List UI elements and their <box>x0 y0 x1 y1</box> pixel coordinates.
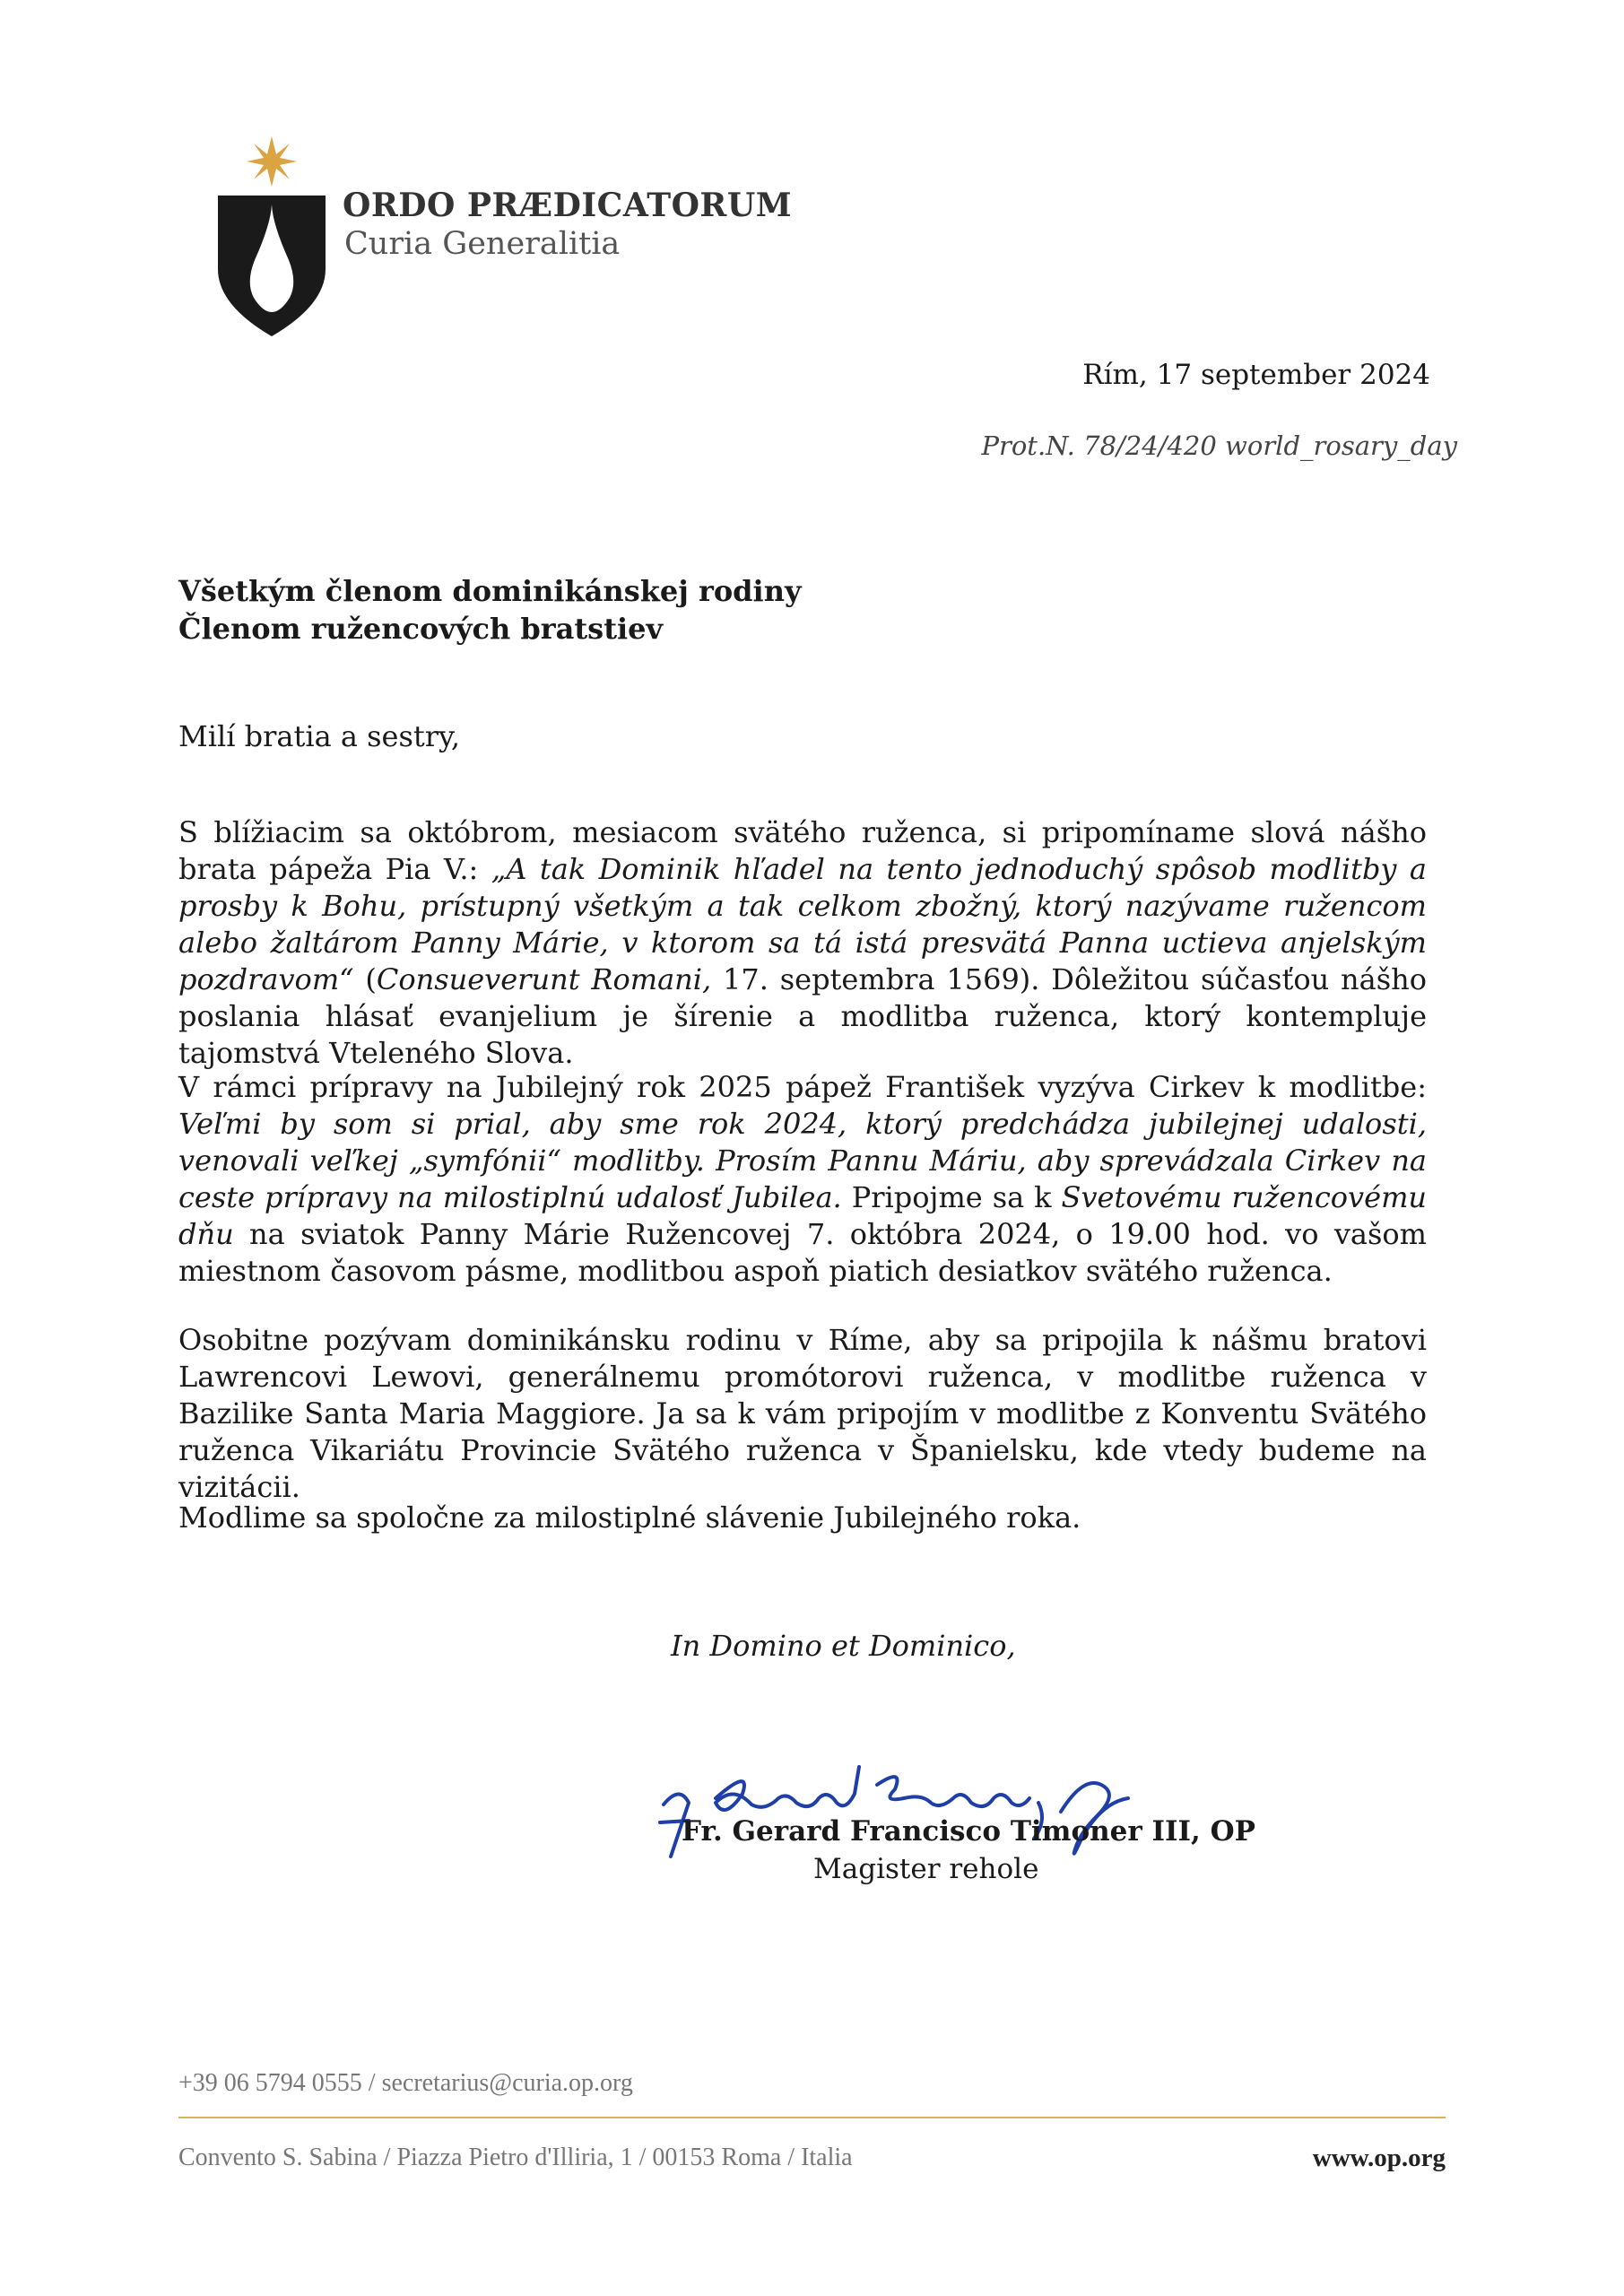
recipient-line-2: Členom ružencových bratstiev <box>178 612 664 646</box>
org-name: ORDO PRÆDICATORUM <box>343 187 793 224</box>
footer-contact: +39 06 5794 0555 / secretarius@curia.op.org <box>178 2069 633 2097</box>
p1-quote: „A tak Dominik hľadel na tento jednoduchý spôsob modlitby a prosby k Bohu, prístupný všetkým a tak celkom zbožný, ktorý nazývame ružencom alebo žaltárom Panny Márie, v ktorom sa tá istá presvätá Panna uctieva anjelským pozdravom“ <box>178 852 1428 996</box>
p2-quote: Veľmi by som si prial, aby sme rok 2024, ktorý predchádza jubilejnej udalosti, venovali veľkej „symfónii“ modlitby. Prosím Pannu Máriu, aby sprevádzala Cirkev na ceste prípravy na milostiplnú udalosť Jubilea. <box>178 1107 1427 1214</box>
recipient-line-1: Všetkým členom dominikánskej rodiny <box>178 574 802 608</box>
p2-text-e: na sviatok Panny Márie Ružencovej 7. októbra 2024, o 19.00 hod. vo vašom miestnom časovom pásme, modlitbou aspoň piatich desiatkov svätého ruženca. <box>178 1217 1427 1288</box>
org-subtitle: Curia Generalitia <box>344 226 621 262</box>
paragraph-4: Modlime sa spoločne za milostiplné slávenie Jubilejného roka. <box>178 1500 1081 1535</box>
closing: In Domino et Dominico, <box>671 1629 1016 1663</box>
p1-text-e: 17. septembra 1569). Dôležitou súčasťou nášho poslania hlásať evanjelium je šírenie a modlitba ruženca, ktorý kontempluje tajomstvá Vteleného Slova. <box>178 962 1428 1070</box>
p2-event-name: Svetovému ružencovému dňu <box>178 1180 1428 1251</box>
paragraph-1 <box>178 814 1427 1072</box>
p1-text-a: S blížiacim sa októbrom, mesiacom svätého ruženca, si pripomíname slová nášho brata pápeža Pia V.: <box>178 815 1427 886</box>
p2-text-c: Pripojme sa k <box>841 1180 1062 1214</box>
paragraph-3: Osobitne pozývam dominikánsku rodinu v Ríme, aby sa pripojila k nášmu bratovi Lawrencovi Lewovi, generálnemu promótorovi ruženca, v modlitbe ruženca v Bazilike Santa Maria Maggiore. Ja sa k vám pripojím v modlitbe z Konventu Svätého ruženca Vikariátu Provincie Svätého ruženca v Španielsku, kde vtedy budeme na vizitácii. <box>178 1323 1427 1504</box>
protocol-number: Prot.N. 78/24/420 world_rosary_day <box>981 430 1457 461</box>
p2-text-a: V rámci prípravy na Jubilejný rok 2025 pápež František vyzýva Cirkev k modlitbe: <box>178 1070 1427 1104</box>
footer-website-link[interactable]: www.op.org <box>1312 2144 1446 2172</box>
footer-address: Convento S. Sabina / Piazza Pietro d'Illiria, 1 / 00153 Roma / Italia <box>178 2144 853 2171</box>
handwritten-signature-icon <box>653 1749 1155 1866</box>
salutation: Milí bratia a sestry, <box>178 719 461 753</box>
p1-text-c: ( <box>353 962 377 996</box>
p1-citation: Consueverunt Romani, <box>376 962 712 996</box>
signer-title: Magister rehole <box>813 1853 1039 1885</box>
letter-date: Rím, 17 september 2024 <box>1082 359 1430 391</box>
order-logo-icon <box>213 135 330 341</box>
signer-name: Fr. Gerard Francisco Timoner III, OP <box>682 1815 1255 1848</box>
footer-divider <box>178 2117 1446 2118</box>
paragraph-2 <box>178 1069 1427 1290</box>
